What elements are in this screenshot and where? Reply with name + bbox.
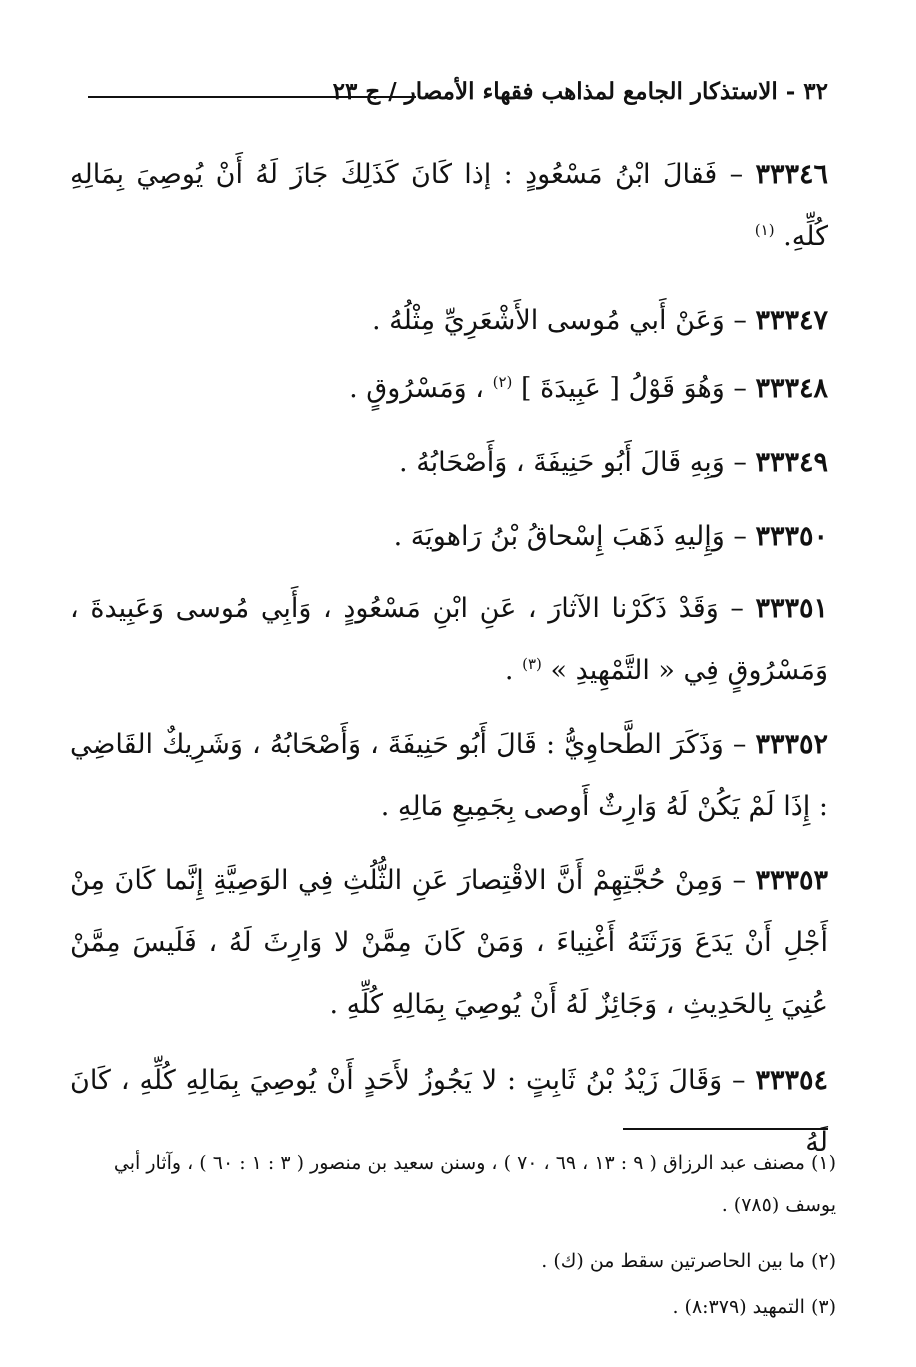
footnote-1 xyxy=(80,1142,836,1226)
paragraph-text: فَقالَ ابْنُ مَسْعُودٍ : إذا كَانَ كَذَلِكَ جَازَ لَهُ أَنْ يُوصِيَ بِمَالِهِ كُلِّهِ. xyxy=(70,159,828,252)
running-head-title: ٣٢ - الاستذكار الجامع لمذاهب فقهاء الأمصار / ج ٢٣ xyxy=(332,78,828,105)
paragraph-33353: ٣٣٣٥٣ – وَمِنْ حُجَّتِهِمْ أَنَّ الاقْتِصارَ عَنِ الثُّلُثِ فِي الوَصِيَّةِ إِنَّما كَانَ مِنْ أَجْلِ أَنْ يَدَعَ وَرَثَتَهُ أَغْنِياءَ ، وَمَنْ كَانَ مِمَّنْ لا وَارِثَ لَهُ ، فَلَيسَ مِمَّنْ عُنِيَ بِالحَدِيثِ ، وَجَائِزٌ لَهُ أَنْ يُوصِيَ بِمَالِهِ كُلِّهِ . xyxy=(70,865,828,1020)
paragraph-33349: ٣٣٣٤٩ – وَبِهِ قَالَ أَبُو حَنِيفَةَ ، وَأَصْحَابُهُ . xyxy=(399,447,828,478)
header-rule xyxy=(88,96,416,98)
footnote-3 xyxy=(80,1286,836,1328)
paragraph-33354: ٣٣٣٥٤ – وَقَالَ زَيْدُ بْنُ ثَابِتٍ : لا يَجُوزُ لأَحَدٍ أَنْ يُوصِيَ بِمَالِهِ كُلِّهِ ، كَانَ لَهُ xyxy=(70,1065,828,1158)
paragraph-number: ٣٣٣٤٩ xyxy=(755,447,828,478)
footnote-mark: (١) xyxy=(810,1152,836,1174)
paragraph-text: وَذَكَرَ الطَّحاوِيُّ : قَالَ أَبُو حَنِيفَةَ ، وَأَصْحَابُهُ ، وَشَرِيكٌ القَاضِي : إِذَا لَمْ يَكُنْ لَهُ وَارِثٌ أَوصى بِجَمِيعِ مَالِهِ . xyxy=(70,729,828,822)
paragraph-number: ٣٣٣٤٧ xyxy=(755,305,828,336)
paragraph-number: ٣٣٣٤٨ xyxy=(755,373,828,404)
paragraph-text: وَمِنْ حُجَّتِهِمْ أَنَّ الاقْتِصارَ عَنِ الثُّلُثِ فِي الوَصِيَّةِ إِنَّما كَانَ مِنْ أَجْلِ أَنْ يَدَعَ وَرَثَتَهُ أَغْنِياءَ ، وَمَنْ كَانَ مِمَّنْ لا وَارِثَ لَهُ ، فَلَيسَ مِمَّنْ عُنِيَ بِالحَدِيثِ ، وَجَائِزٌ لَهُ أَنْ يُوصِيَ بِمَالِهِ كُلِّهِ . xyxy=(70,865,828,1020)
footnote-ref: (٣) xyxy=(522,655,542,673)
footnote-ref: (١) xyxy=(754,221,775,239)
paragraph-number: ٣٣٣٥١ xyxy=(755,593,828,624)
paragraph-33352: ٣٣٣٥٢ – وَذَكَرَ الطَّحاوِيُّ : قَالَ أَبُو حَنِيفَةَ ، وَأَصْحَابُهُ ، وَشَرِيكٌ القَاضِي : إِذَا لَمْ يَكُنْ لَهُ وَارِثٌ أَوصى بِجَمِيعِ مَالِهِ . xyxy=(70,729,828,822)
paragraph-tail: . xyxy=(504,655,514,686)
paragraph-text: وَقَدْ ذَكَرْنا الآثارَ ، عَنِ ابْنِ مَسْعُودٍ ، وَأَبِي مُوسى وَعَبِيدةَ ، وَمَسْرُوقٍ فِي « التَّمْهِيدِ » xyxy=(70,593,828,686)
paragraph-number: ٣٣٣٥٢ xyxy=(755,729,828,760)
footnote-mark: (٣) xyxy=(810,1296,836,1318)
paragraph-text: وَهُوَ قَوْلُ [ عَبِيدَةَ ] xyxy=(520,373,725,404)
paragraph-text: وَبِهِ قَالَ أَبُو حَنِيفَةَ ، وَأَصْحَابُهُ . xyxy=(399,447,725,478)
paragraph-number: ٣٣٣٥٣ xyxy=(755,865,828,896)
footnote-2 xyxy=(80,1240,836,1282)
paragraph-tail: ، وَمَسْرُوقٍ . xyxy=(349,373,485,404)
paragraph-33346: ٣٣٣٤٦ – فَقالَ ابْنُ مَسْعُودٍ : إذا كَانَ كَذَلِكَ جَازَ لَهُ أَنْ يُوصِيَ بِمَالِهِ كُلِّهِ. $^{(١)}$ xyxy=(70,159,829,252)
paragraph-number: ٣٣٣٤٦ xyxy=(755,159,829,190)
paragraph-33351: ٣٣٣٥١ – وَقَدْ ذَكَرْنا الآثارَ ، عَنِ ابْنِ مَسْعُودٍ ، وَأَبِي مُوسى وَعَبِيدةَ ، وَمَسْرُوقٍ فِي « التَّمْهِيدِ » $^{(٣)}$ . xyxy=(70,593,828,686)
paragraph-text: وَقَالَ زَيْدُ بْنُ ثَابِتٍ : لا يَجُوزُ لأَحَدٍ أَنْ يُوصِيَ بِمَالِهِ كُلِّهِ ، كَانَ لَهُ xyxy=(70,1065,828,1158)
footnote-text: مصنف عبد الرزاق ( ٩ : ١٣ ، ٦٩ ، ٧٠ ) ، وسنن سعيد بن منصور ( ٣ : ١ : ٦٠ ) ، وآثار أبي يوسف (٧٨٥) . xyxy=(113,1152,836,1216)
footnote-mark: (٢) xyxy=(810,1250,836,1272)
paragraph-33350: ٣٣٣٥٠ – وَإِليهِ ذَهَبَ إِسْحاقُ بْنُ رَاهويَهَ . xyxy=(393,521,828,552)
paragraph-text: وَإِليهِ ذَهَبَ إِسْحاقُ بْنُ رَاهويَهَ . xyxy=(393,521,725,552)
footnote-text: ما بين الحاصرتين سقط من (ك) . xyxy=(541,1250,805,1272)
running-head xyxy=(88,78,828,118)
paragraph-33348: ٣٣٣٤٨ – وَهُوَ قَوْلُ [ عَبِيدَةَ ] $^{(٢)}$ ، وَمَسْرُوقٍ . xyxy=(349,373,828,404)
footnote-ref: (٢) xyxy=(492,373,513,391)
footnote-text: التمهيد (٨:٣٧٩) . xyxy=(672,1296,805,1318)
footnote-separator xyxy=(623,1128,828,1130)
paragraph-number: ٣٣٣٥٤ xyxy=(755,1065,828,1096)
paragraph-text: وَعَنْ أَبي مُوسى الأَشْعَرِيِّ مِثْلُهُ . xyxy=(371,305,725,336)
paragraph-number: ٣٣٣٥٠ xyxy=(755,521,828,552)
paragraph-33347: ٣٣٣٤٧ – وَعَنْ أَبي مُوسى الأَشْعَرِيِّ مِثْلُهُ . xyxy=(371,305,828,336)
